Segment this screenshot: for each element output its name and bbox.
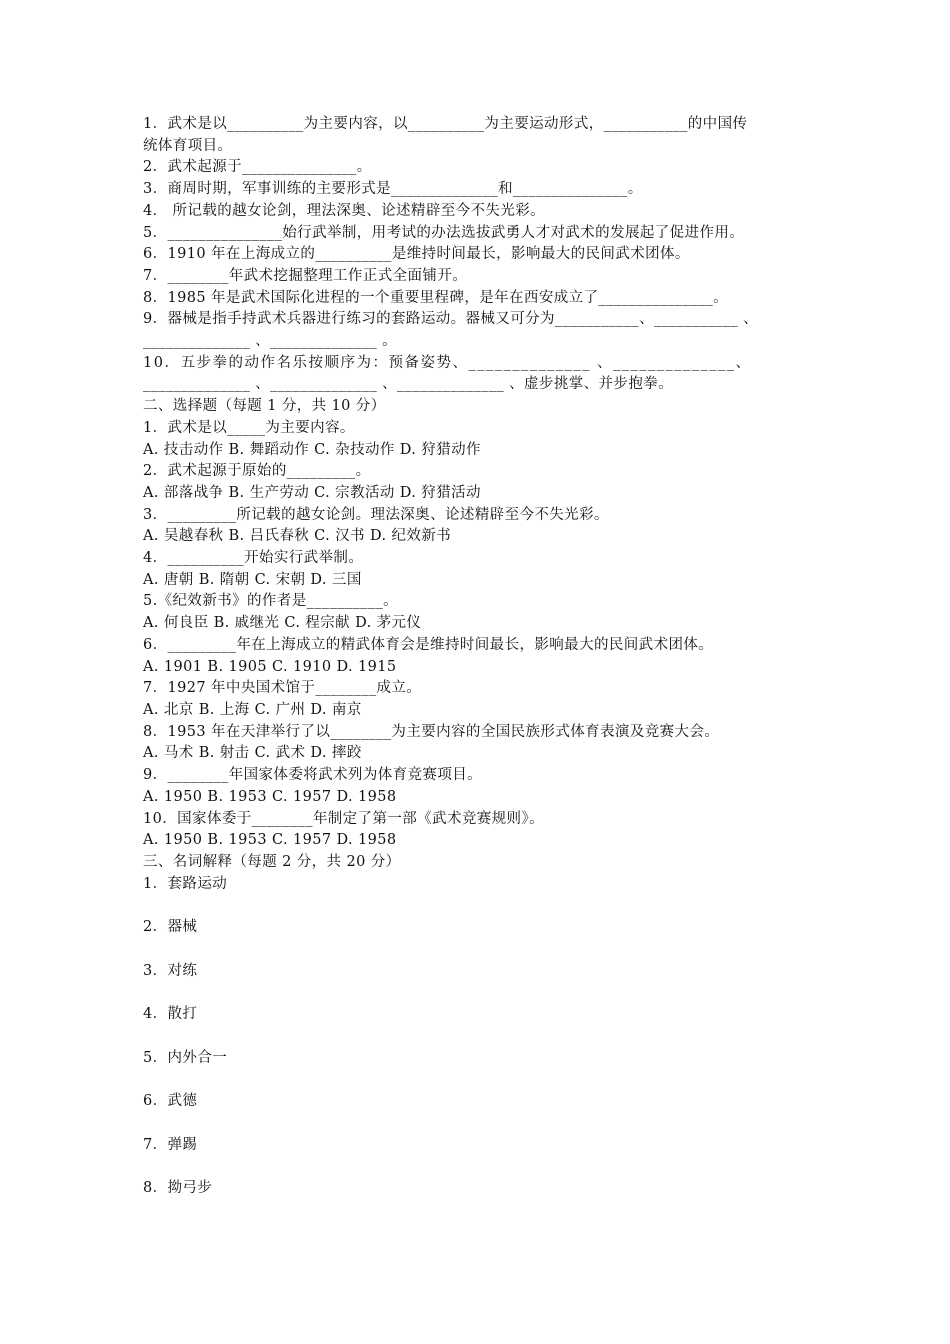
term-item-4: 4．散打 [143,1006,198,1023]
choice-options-5: A. 何良臣 B. 戚继光 C. 程宗献 D. 茅元仪 [143,615,422,632]
answer-space [143,1069,813,1091]
section-heading-terms: 三、名词解释（每题 2 分，共 20 分） [143,853,401,870]
choice-question-5: 5.《纪效新书》的作者是__________。 [143,593,399,610]
choice-question-3: 3．_________所记载的越女论剑。理法深奥、论述精辟至今不失光彩。 [143,506,609,523]
choice-options-7: A. 北京 B. 上海 C. 广州 D. 南京 [143,701,362,718]
choice-question-6: 6．_________年在上海成立的精武体育会是维持时间最长，影响最大的民间武术团体。 [143,636,714,653]
fill-question-3: 3．商周时期，军事训练的主要形式是______________和_______________。 [143,181,643,198]
choice-question-2: 2．武术起源于原始的_________。 [143,463,371,480]
answer-space [143,939,813,961]
choice-options-4: A. 唐朝 B. 隋朝 C. 宋朝 D. 三国 [143,571,362,588]
fill-question-1: 1．武术是以__________为主要内容，以__________为主要运动形式，___________的中国传 [143,116,748,132]
fill-question-9-continued: ______________ 、______________ 。 [143,333,398,350]
choice-options-8: A. 马术 B. 射击 C. 武术 D. 摔跤 [143,745,362,762]
choice-question-9: 9．________年国家体委将武术列为体育竞赛项目。 [143,767,483,784]
choice-options-10: A. 1950 B. 1953 C. 1957 D. 1958 [143,832,397,849]
fill-question-7: 7．________年武术挖掘整理工作正式全面铺开。 [143,267,468,284]
fill-question-10: 10．五步拳的动作名乐按顺序为：预备姿势、______________ 、______________、 [143,354,752,371]
fill-question-9: 9．器械是指手持武术兵器进行练习的套路运动。器械又可分为___________、___________ 、 [143,311,759,328]
exam-content [143,114,813,1200]
fill-question-5: 5．_______________始行武举制，用考试的办法选拔武勇人才对武术的发展起了促进作用。 [143,224,745,241]
choice-question-4: 4．__________开始实行武举制。 [143,550,364,567]
choice-question-8: 8．1953 年在天津举行了以________为主要内容的全国民族形式体育表演及竞赛大会。 [143,723,720,740]
term-item-7: 7．弹踢 [143,1136,198,1153]
fill-question-1-continued: 统体育项目。 [143,137,233,154]
fill-question-6: 6．1910 年在上海成立的__________是维持时间最长，影响最大的民间武术团体。 [143,246,690,263]
answer-space [143,1113,813,1135]
term-item-5: 5．内外合一 [143,1049,228,1066]
fill-question-8: 8．1985 年是武术国际化进程的一个重要里程碑，是年在西安成立了_______________。 [143,289,729,306]
fill-in-blank-section [143,114,813,396]
answer-space [143,1026,813,1048]
answer-space [143,895,813,917]
fill-question-10-continued: ______________ 、______________ 、______________ 、虚步挑掌、并步抱拳。 [143,376,674,393]
choice-question-10: 10．国家体委于________年制定了第一部《武术竞赛规则》。 [143,810,544,827]
choice-options-3: A. 吴越春秋 B. 吕氏春秋 C. 汉书 D. 纪效新书 [143,528,452,545]
term-item-1: 1．套路运动 [143,875,228,892]
choice-options-9: A. 1950 B. 1953 C. 1957 D. 1958 [143,788,397,805]
term-item-6: 6．武德 [143,1093,198,1110]
term-definition-section [143,852,813,1200]
term-item-8: 8．拗弓步 [143,1180,213,1197]
term-item-2: 2．器械 [143,919,198,936]
term-item-3: 3．对练 [143,962,198,979]
choice-question-7: 7．1927 年中央国术馆于________成立。 [143,680,422,697]
fill-question-2: 2．武术起源于_______________。 [143,159,372,176]
answer-space [143,982,813,1004]
choice-options-6: A. 1901 B. 1905 C. 1910 D. 1915 [143,658,397,675]
section-heading-choice: 二、选择题（每题 1 分，共 10 分） [143,398,386,415]
choice-options-2: A. 部落战争 B. 生产劳动 C. 宗教活动 D. 狩猎活动 [143,484,481,501]
multiple-choice-section [143,396,813,852]
fill-question-4: 4． 所记载的越女论剑，理法深奥、论述精辟至今不失光彩。 [143,202,546,219]
answer-space [143,1156,813,1178]
choice-question-1: 1．武术是以_____为主要内容。 [143,419,355,436]
choice-options-1: A. 技击动作 B. 舞蹈动作 C. 杂技动作 D. 狩猎动作 [143,441,481,458]
